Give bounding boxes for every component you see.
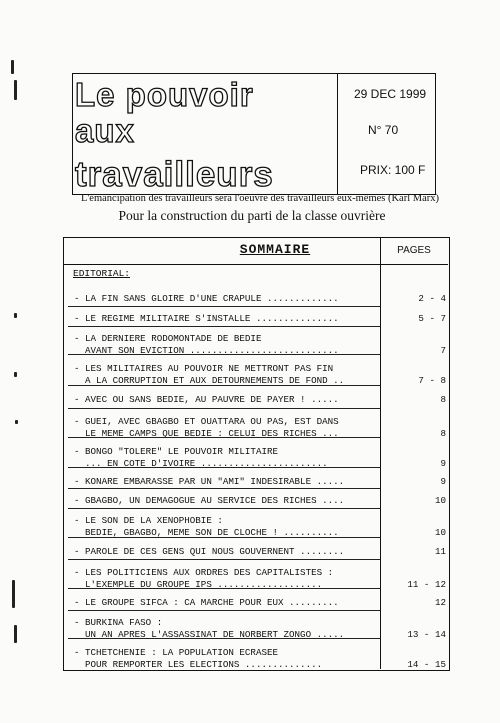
summary-entry-pages: 11 - 12 — [407, 579, 446, 590]
summary-entry-pages: 12 — [434, 597, 446, 608]
pages-column-label: PAGES — [397, 245, 431, 256]
summary-entry-pages: 2 - 4 — [418, 293, 446, 304]
issue-number: N° 70 — [368, 123, 399, 137]
summary-entry-pages: 8 — [440, 428, 446, 439]
entry-separator — [68, 385, 380, 386]
entry-separator — [68, 354, 380, 355]
scan-speck — [11, 60, 14, 74]
summary-entry-text: - LA FIN SANS GLOIRE D'UNE CRAPULE ............. — [74, 293, 339, 304]
summary-entry-pages: 5 - 7 — [418, 313, 446, 324]
entry-separator — [68, 508, 380, 509]
entry-separator — [68, 408, 380, 409]
issue-info-box — [337, 73, 438, 195]
summary-entry-text: - LA DERNIERE RODOMONTADE DE BEDIE — [74, 333, 262, 344]
summary-entry-text: BEDIE, GBAGBO, MEME SON DE CLOCHE ! .......... — [74, 527, 339, 538]
summary-entry-text: - LE SON DE LA XENOPHOBIE : — [74, 515, 223, 526]
entry-separator — [68, 467, 380, 468]
summary-entry-pages: 14 - 15 — [407, 659, 446, 670]
summary-entry — [74, 647, 450, 671]
summary-entry-text: L'EXEMPLE DU GROUPE IPS ................... — [74, 579, 323, 590]
entry-separator — [68, 437, 380, 438]
entry-separator — [68, 610, 380, 611]
summary-entry — [74, 515, 450, 539]
issue-price: PRIX: 100 F — [360, 163, 426, 177]
summary-entry-text: - PAROLE DE CES GENS QUI NOUS GOUVERNENT ........ — [74, 546, 345, 557]
summary-entry-text: - LES MILITAIRES AU POUVOIR NE METTRONT PAS FIN — [74, 363, 334, 374]
summary-entry-text: - GUEI, AVEC GBAGBO ET OUATTARA OU PAS, EST DANS — [74, 416, 339, 427]
summary-title: SOMMAIRE — [239, 242, 311, 257]
summary-entry-text: UN AN APRES L'ASSASSINAT DE NORBERT ZONGO ..... — [74, 629, 345, 640]
summary-entry-text: A LA CORRUPTION ET AUX DETOURNEMENTS DE FOND .. — [74, 375, 345, 386]
summary-entry-text: - TCHETCHENIE : LA POPULATION ECRASEE — [74, 647, 278, 658]
scan-speck — [14, 80, 17, 100]
entry-separator — [68, 588, 380, 589]
summary-entry-pages: 10 — [434, 527, 446, 538]
tagline: Pour la construction du parti de la classe ouvrière — [118, 208, 386, 223]
summary-entry-pages: 13 - 14 — [407, 629, 446, 640]
summary-entry-pages: 7 - 8 — [418, 375, 446, 386]
summary-entry-text: LE MEME CAMPS QUE BEDIE : CELUI DES RICHES ... — [74, 428, 339, 439]
summary-header — [64, 238, 448, 265]
summary-entry-text: - BURKINA FASO : — [74, 617, 163, 628]
summary-box — [63, 237, 450, 671]
summary-entry — [74, 363, 450, 387]
scan-speck — [14, 625, 17, 643]
summary-entry-text: POUR REMPORTER LES ELECTIONS .............. — [74, 659, 323, 670]
entry-separator — [68, 326, 380, 327]
summary-entry-text: AVANT SON EVICTION ........................... — [74, 345, 339, 356]
summary-entry-text: - KONARE EMBARASSE PAR UN "AMI" INDESIRABLE ..... — [74, 476, 345, 487]
entry-separator — [68, 488, 380, 489]
summary-entry — [74, 476, 450, 488]
summary-entry-text: ... EN COTE D'IVOIRE ....................... — [74, 458, 328, 469]
summary-entry-text: - LE REGIME MILITAIRE S'INSTALLE ............... — [74, 313, 339, 324]
summary-entry-text: - GBAGBO, UN DEMAGOGUE AU SERVICE DES RICHES .... — [74, 495, 345, 506]
summary-entry-pages: 11 — [434, 546, 446, 557]
summary-entry-text: - AVEC OU SANS BEDIE, AU PAUVRE DE PAYER ! ..... — [74, 394, 339, 405]
masthead-title-line-1: Le pouvoir — [75, 76, 254, 113]
marx-quote-subtitle: L'émancipation des travailleurs sera l'oeuvre des travailleurs eux-mêmes (Karl Marx) — [80, 193, 439, 204]
summary-entry — [74, 293, 450, 305]
scan-speck — [14, 372, 17, 377]
scan-speck — [15, 420, 18, 424]
summary-entry — [74, 313, 450, 325]
summary-entry-pages: 7 — [440, 345, 446, 356]
entry-separator — [68, 306, 380, 307]
entry-separator — [68, 537, 380, 538]
scan-speck — [14, 313, 17, 318]
masthead-title-line-2: aux — [75, 112, 135, 149]
summary-entry-pages: 10 — [434, 495, 446, 506]
summary-entry — [74, 394, 450, 406]
summary-entry — [74, 546, 450, 558]
editorial-label: EDITORIAL: — [73, 268, 131, 279]
entry-separator — [68, 638, 380, 639]
scan-speck — [12, 580, 15, 608]
summary-entry — [74, 597, 450, 609]
summary-entry-pages: 8 — [440, 394, 446, 405]
masthead-title-line-3: travailleurs — [75, 155, 274, 194]
summary-entry-text: - LE GROUPE SIFCA : CA MARCHE POUR EUX ......... — [74, 597, 339, 608]
summary-entry-pages: 9 — [440, 458, 446, 469]
entry-separator — [68, 559, 380, 560]
summary-entry-text: - BONGO "TOLERE" LE POUVOIR MILITAIRE — [74, 446, 278, 457]
masthead — [72, 73, 436, 195]
issue-date: 29 DEC 1999 — [354, 87, 427, 101]
summary-entry-pages: 9 — [440, 476, 446, 487]
summary-entry-text: - LES POLITICIENS AUX ORDRES DES CAPITALISTES : — [74, 567, 334, 578]
summary-entry — [74, 495, 450, 507]
